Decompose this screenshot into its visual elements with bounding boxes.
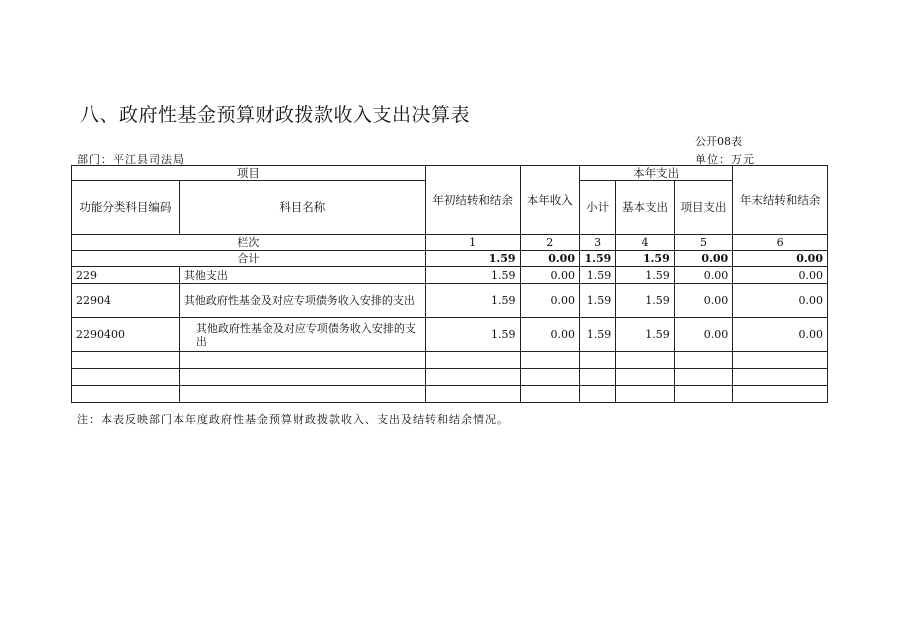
column-num: 5 (674, 235, 732, 251)
budget-table (71, 165, 828, 403)
row-value: 0.00 (733, 267, 828, 284)
total-value: 0.00 (733, 251, 828, 267)
total-value: 1.59 (580, 251, 616, 267)
row-name: 其他政府性基金及对应专项债务收入安排的支出 (179, 284, 425, 318)
row-value: 0.00 (674, 284, 732, 318)
page-title: 八、政府性基金预算财政拨款收入支出决算表 (80, 104, 471, 126)
column-label: 栏次 (72, 235, 426, 251)
total-value: 0.00 (674, 251, 732, 267)
row-name: 其他政府性基金及对应专项债务收入安排的支出 (179, 318, 425, 352)
column-num: 1 (425, 235, 520, 251)
empty-row (72, 386, 828, 403)
empty-row (72, 352, 828, 369)
row-value: 0.00 (520, 284, 579, 318)
empty-row (72, 369, 828, 386)
header-subject-name: 科目名称 (179, 181, 425, 235)
row-value: 1.59 (580, 284, 616, 318)
table-row (72, 318, 828, 352)
unit-label: 单位：万元 (695, 153, 755, 166)
row-code: 2290400 (72, 318, 180, 352)
row-value: 0.00 (733, 284, 828, 318)
header-expense-group: 本年支出 (580, 166, 733, 181)
header-begin-balance: 年初结转和结余 (425, 166, 520, 235)
column-number-row (72, 235, 828, 251)
column-num: 6 (733, 235, 828, 251)
column-num: 4 (616, 235, 674, 251)
row-value: 0.00 (674, 318, 732, 352)
header-income: 本年收入 (520, 166, 579, 235)
row-value: 0.00 (520, 267, 579, 284)
table-row (72, 284, 828, 318)
row-name: 其他支出 (179, 267, 425, 284)
row-value: 0.00 (733, 318, 828, 352)
row-code: 229 (72, 267, 180, 284)
row-value: 0.00 (674, 267, 732, 284)
row-value: 1.59 (425, 318, 520, 352)
row-value: 1.59 (616, 284, 674, 318)
row-value: 1.59 (425, 284, 520, 318)
row-code: 22904 (72, 284, 180, 318)
total-value: 0.00 (520, 251, 579, 267)
header-basic: 基本支出 (616, 181, 674, 235)
header-item: 项目 (72, 166, 426, 181)
column-num: 3 (580, 235, 616, 251)
header-end-balance: 年末结转和结余 (733, 166, 828, 235)
column-num: 2 (520, 235, 579, 251)
row-value: 1.59 (580, 318, 616, 352)
header-project: 项目支出 (674, 181, 732, 235)
footnote: 注：本表反映部门本年度政府性基金预算财政拨款收入、支出及结转和结余情况。 (77, 413, 509, 426)
form-number: 公开08表 (695, 135, 742, 148)
row-value: 1.59 (616, 318, 674, 352)
table-row (72, 267, 828, 284)
row-value: 1.59 (425, 267, 520, 284)
header-row-1 (72, 166, 828, 181)
row-value: 0.00 (520, 318, 579, 352)
department-label: 部门：平江县司法局 (77, 153, 185, 166)
total-value: 1.59 (616, 251, 674, 267)
total-row (72, 251, 828, 267)
header-func-code: 功能分类科目编码 (72, 181, 180, 235)
row-value: 1.59 (616, 267, 674, 284)
row-value: 1.59 (580, 267, 616, 284)
total-value: 1.59 (425, 251, 520, 267)
total-label: 合计 (72, 251, 426, 267)
header-subtotal: 小计 (580, 181, 616, 235)
